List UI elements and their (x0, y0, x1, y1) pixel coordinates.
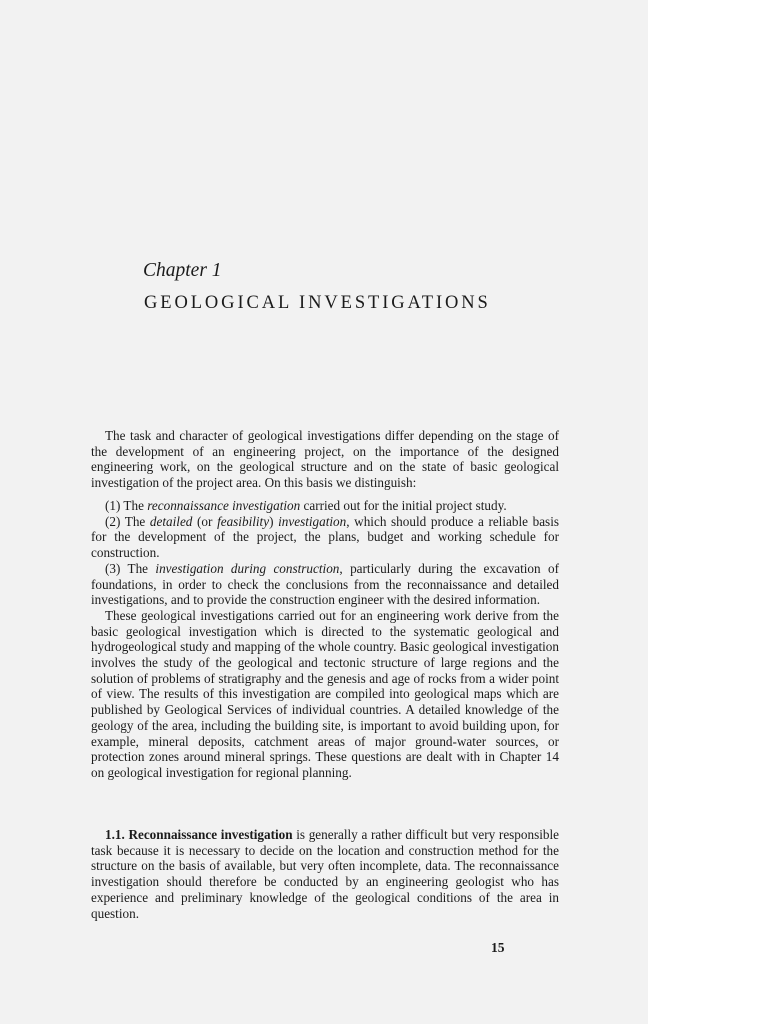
investigation-list (91, 498, 559, 781)
basic-investigation-paragraph: These geological investigations carried out for an engineering work derive from the basic geological investigation which is directed to the systematic geological and hydrogeological study and mapping of the whole country. Basic geological investigation involves the study of the geological and tectonic structure of large regions and the solution of problems of stratigraphy and the genesis and age of rocks from a wider point of view. The results of this investigation are compiled into geological maps which are published by Geological Services of individual countries. A detailed knowledge of the geology of the area, including the building site, is important to avoid building upon, for example, mineral deposits, catchment areas of major ground-water sources, or protection zones around mineral springs. These questions are dealt with in Chapter 14 on geological investigation for regional planning. (91, 607, 559, 780)
section-heading: 1.1. Reconnaissance investigation (105, 827, 293, 842)
list-item: (3) The investigation during construction, particularly during the excavation of foundations, in order to check the conclusions from the reconnaissance and detailed investigations, and to provide the construction engineer with the desired information. (91, 560, 559, 608)
list-item: (2) The detailed (or feasibility) investigation, which should produce a reliable basis for the development of the project, the plans, budget and working schedule for construction. (91, 513, 559, 561)
intro-paragraph: The task and character of geological investigations differ depending on the stage of the development of an engineering project, on the importance of the designed engineering work, on the geological structure and on the state of basic geological investigation of the project area. On this basis we distinguish: (91, 428, 559, 491)
section-1-1 (91, 827, 559, 921)
intro-text (91, 428, 559, 491)
chapter-label: Chapter 1 (143, 260, 222, 281)
list-item: (1) The reconnaissance investigation carried out for the initial project study. (105, 498, 507, 513)
page-number: 15 (491, 940, 505, 955)
chapter-title: GEOLOGICAL INVESTIGATIONS (144, 293, 491, 313)
section-paragraph: 1.1. Reconnaissance investigation is generally a rather difficult but very responsible task because it is necessary to decide on the location and construction method for the structure on the basis of available, but very often incomplete, data. The reconnaissance investigation should therefore be conducted by an engineering geologist who has experience and preliminary knowledge of the geological conditions of the area in question. (91, 827, 559, 921)
